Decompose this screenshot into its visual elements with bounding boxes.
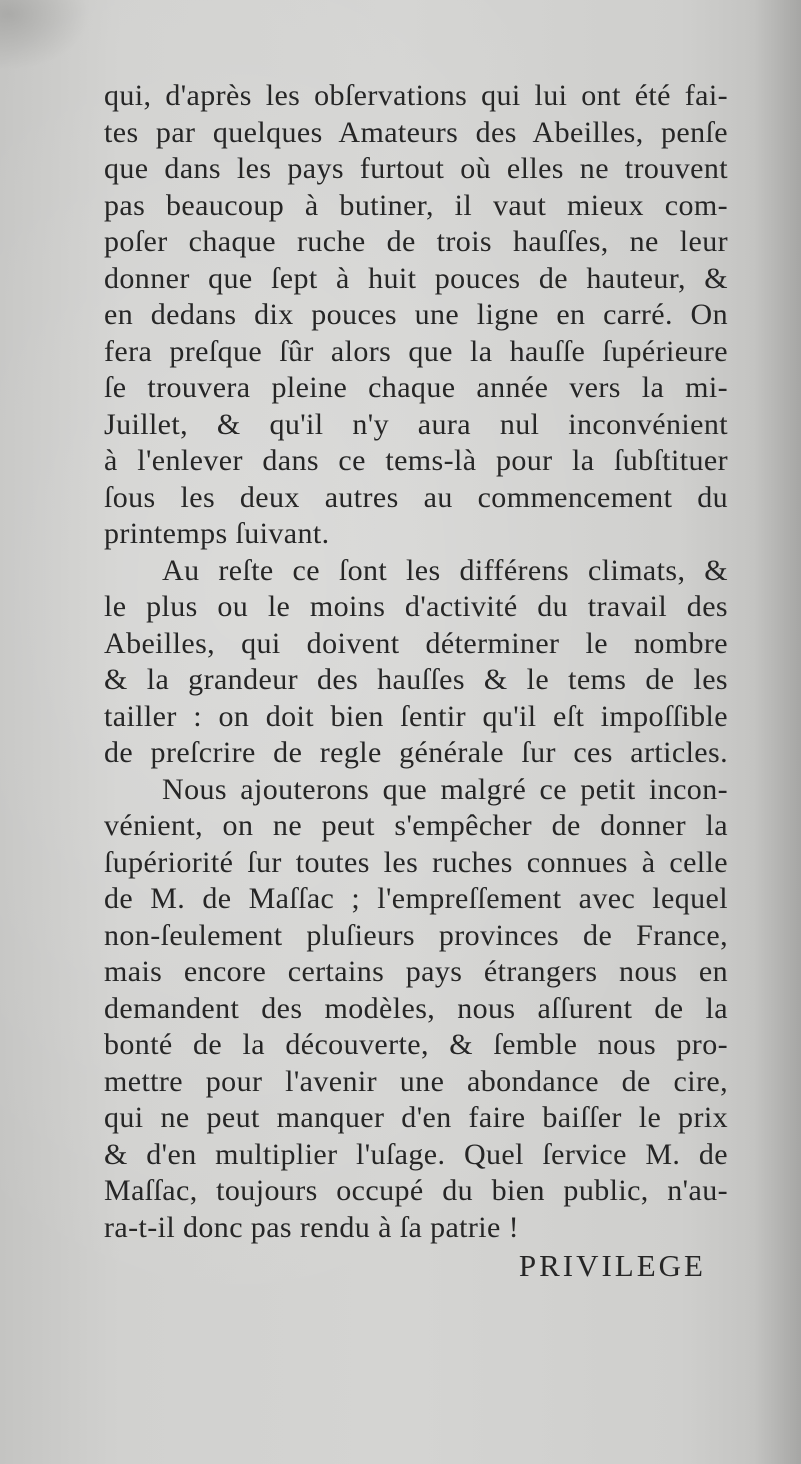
text-line: ſous les deux autres au commencement du — [104, 480, 728, 514]
paragraph-start-line: Au reſte ce ſont les différens climats, & — [162, 553, 728, 587]
text-line: bonté de la découverte, & ſemble nous pro- — [104, 1028, 728, 1061]
text-line: & la grandeur des hauſſes & le tems de les — [104, 663, 728, 696]
text-line: donner que ſept à huit pouces de hauteur, & — [104, 261, 728, 295]
text-line: Juillet, & qu'il n'y aura nul inconvénient — [104, 407, 728, 441]
paragraph-end-line: ra-t-il donc pas rendu à ſa patrie ! — [104, 1210, 520, 1244]
text-line: poſer chaque ruche de trois hauſſes, ne leur — [104, 225, 728, 258]
text-line: ſe trouvera pleine chaque année vers la mi- — [104, 371, 728, 404]
page-stain — [0, 0, 90, 70]
text-line: demandent des modèles, nous aſſurent de la — [104, 991, 728, 1025]
text-line: en dedans dix pouces une ligne en carré. On — [104, 298, 728, 331]
body-text — [104, 78, 728, 1286]
paragraph-start-line: Nous ajouterons que malgré ce petit incon- — [162, 772, 728, 806]
text-line: mais encore certains pays étrangers nous en — [104, 955, 728, 988]
text-line: non-ſeulement pluſieurs provinces de France, — [104, 918, 728, 952]
text-line: Abeilles, qui doivent déterminer le nombre — [104, 626, 728, 660]
text-line: Maſſac, toujours occupé du bien public, n'au- — [104, 1174, 728, 1207]
text-line: qui, d'après les obſervations qui lui ont été fai- — [104, 79, 728, 112]
text-line: pas beaucoup à butiner, il vaut mieux com- — [104, 188, 728, 222]
text-line: mettre pour l'avenir une abondance de cire, — [104, 1064, 728, 1098]
text-line: & d'en multiplier l'uſage. Quel ſervice M. de — [104, 1137, 728, 1171]
page-edge-shadow — [753, 0, 801, 1464]
text-line: que dans les pays furtout où elles ne trouvent — [104, 152, 728, 185]
paragraph-end-line: de preſcrire de regle générale ſur ces articles. — [104, 736, 728, 769]
text-line: de M. de Maſſac ; l'empreſſement avec lequel — [104, 882, 728, 915]
text-line: le plus ou le moins d'activité du travail des — [104, 590, 728, 623]
text-line: fera preſque ſûr alors que la hauſſe ſupérieure — [104, 334, 728, 368]
catchword: PRIVILEGE — [518, 1248, 706, 1283]
text-line: tes par quelques Amateurs des Abeilles, penſe — [104, 115, 728, 149]
text-line: vénient, on ne peut s'empêcher de donner la — [104, 809, 728, 842]
text-line: tailler : on doit bien ſentir qu'il eſt impoſſible — [104, 699, 728, 733]
text-line: ſupériorité ſur toutes les ruches connues à celle — [104, 845, 728, 879]
paragraph-end-line: printemps ſuivant. — [104, 517, 330, 550]
text-line: à l'enlever dans ce tems-là pour la ſubſtituer — [104, 444, 728, 477]
text-line: qui ne peut manquer d'en faire baiſſer le prix — [104, 1101, 728, 1134]
